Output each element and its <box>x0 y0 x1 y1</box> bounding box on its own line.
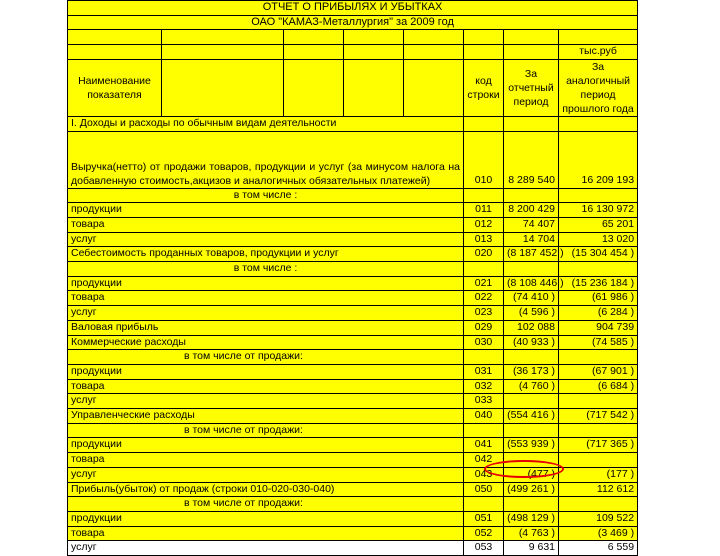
header-previous: За аналогичный период прошлого года <box>559 59 638 116</box>
row-code: 050 <box>464 482 504 497</box>
row-code: 011 <box>464 203 504 218</box>
units-row <box>68 45 638 60</box>
row-code: 031 <box>464 364 504 379</box>
value-current: (498 129 ) <box>504 511 559 526</box>
table-row <box>68 276 638 291</box>
row-label: Коммерческие расходы <box>68 335 464 350</box>
table-row <box>68 409 638 424</box>
value-current: (40 933 ) <box>504 335 559 350</box>
subheader-label: в том числе : <box>68 262 464 277</box>
row-code: 021 <box>464 276 504 291</box>
value-current: (36 173 ) <box>504 364 559 379</box>
table-row <box>68 217 638 232</box>
table-row <box>68 497 638 512</box>
value-previous: 109 522 <box>559 511 638 526</box>
row-label: товара <box>68 217 464 232</box>
row-label: услуг <box>68 394 464 409</box>
value-previous <box>559 453 638 468</box>
title-row <box>68 1 638 16</box>
table-row <box>68 350 638 365</box>
row-code: 020 <box>464 247 504 262</box>
value-previous: (15 236 184 ) <box>559 276 638 291</box>
value-previous: 904 739 <box>559 320 638 335</box>
row-code: 043 <box>464 467 504 482</box>
value-previous <box>559 350 638 365</box>
table-row <box>68 262 638 277</box>
row-label: услуг <box>68 467 464 482</box>
subtitle-row <box>68 15 638 30</box>
value-previous: (61 986 ) <box>559 291 638 306</box>
value-previous: (67 901 ) <box>559 364 638 379</box>
table-row <box>68 320 638 335</box>
value-previous: 65 201 <box>559 217 638 232</box>
value-current: 14 704 <box>504 232 559 247</box>
value-current <box>504 262 559 277</box>
income-statement-table <box>67 0 638 556</box>
table-row <box>68 511 638 526</box>
value-current: 8 200 429 <box>504 203 559 218</box>
value-previous: (6 684 ) <box>559 379 638 394</box>
row-code: 052 <box>464 526 504 541</box>
subheader-label: в том числе от продажи: <box>68 497 464 512</box>
value-current: (477 ) <box>504 467 559 482</box>
value-previous: (177 ) <box>559 467 638 482</box>
value-current <box>504 350 559 365</box>
value-previous: 13 020 <box>559 232 638 247</box>
row-code <box>464 262 504 277</box>
table-row <box>68 188 638 203</box>
header-code: код строки <box>464 59 504 116</box>
section-row <box>68 116 638 131</box>
table-row <box>68 379 638 394</box>
header-current: За отчетный период <box>504 59 559 116</box>
table-row <box>68 232 638 247</box>
row-code: 033 <box>464 394 504 409</box>
row-code: 040 <box>464 409 504 424</box>
subheader-label: в том числе от продажи: <box>68 423 464 438</box>
value-previous: 6 559 <box>559 541 638 556</box>
report-title: ОТЧЕТ О ПРИБЫЛЯХ И УБЫТКАХ <box>68 1 638 16</box>
row-code: 042 <box>464 453 504 468</box>
row-code: 010 <box>464 131 504 188</box>
row-code: 022 <box>464 291 504 306</box>
table-row <box>68 364 638 379</box>
row-code <box>464 423 504 438</box>
value-previous: (74 585 ) <box>559 335 638 350</box>
value-previous: (717 542 ) <box>559 409 638 424</box>
row-code <box>464 350 504 365</box>
row-label: продукции <box>68 364 464 379</box>
subheader-label: в том числе : <box>68 188 464 203</box>
spacer-row <box>68 30 638 45</box>
value-previous <box>559 394 638 409</box>
value-previous: (15 304 454 ) <box>559 247 638 262</box>
table-row <box>68 291 638 306</box>
row-code: 029 <box>464 320 504 335</box>
value-current: 9 631 <box>504 541 559 556</box>
row-label: продукции <box>68 276 464 291</box>
row-label: услуг <box>68 306 464 321</box>
row-code <box>464 188 504 203</box>
table-row <box>68 541 638 556</box>
row-label: продукции <box>68 438 464 453</box>
row-code: 030 <box>464 335 504 350</box>
value-current: (8 187 452 ) <box>504 247 559 262</box>
table-row <box>68 335 638 350</box>
row-label: продукции <box>68 203 464 218</box>
value-previous: 112 612 <box>559 482 638 497</box>
row-label: Прибыль(убыток) от продаж (строки 010-020-030-040) <box>68 482 464 497</box>
table-row <box>68 131 638 188</box>
subheader-label: в том числе от продажи: <box>68 350 464 365</box>
value-previous <box>559 262 638 277</box>
table-row <box>68 453 638 468</box>
value-current <box>504 394 559 409</box>
value-current <box>504 188 559 203</box>
value-current: (554 416 ) <box>504 409 559 424</box>
value-current: (8 108 446 ) <box>504 276 559 291</box>
value-current <box>504 423 559 438</box>
header-name: Наименование показателя <box>68 59 162 116</box>
value-current: (553 939 ) <box>504 438 559 453</box>
row-code: 012 <box>464 217 504 232</box>
table-row <box>68 394 638 409</box>
report-subtitle: ОАО "КАМАЗ-Металлургия" за 2009 год <box>68 15 638 30</box>
row-label: продукции <box>68 511 464 526</box>
row-label: товара <box>68 379 464 394</box>
value-current: (4 763 ) <box>504 526 559 541</box>
row-label: услуг <box>68 541 464 556</box>
value-current: (4 596 ) <box>504 306 559 321</box>
table-row <box>68 438 638 453</box>
value-current: 74 407 <box>504 217 559 232</box>
spreadsheet <box>67 0 637 554</box>
value-current: 102 088 <box>504 320 559 335</box>
row-code: 041 <box>464 438 504 453</box>
row-label: Себестоимость проданных товаров, продукции и услуг <box>68 247 464 262</box>
table-row <box>68 423 638 438</box>
table-row <box>68 467 638 482</box>
value-current: (499 261 ) <box>504 482 559 497</box>
value-previous: 16 209 193 <box>559 131 638 188</box>
row-code: 053 <box>464 541 504 556</box>
section-title: I. Доходы и расходы по обычным видам деятельности <box>68 116 464 131</box>
value-current <box>504 497 559 512</box>
row-code <box>464 497 504 512</box>
table-row <box>68 482 638 497</box>
table-row <box>68 247 638 262</box>
value-previous: (6 284 ) <box>559 306 638 321</box>
value-current: (74 410 ) <box>504 291 559 306</box>
row-label: товара <box>68 291 464 306</box>
column-header-row <box>68 59 638 116</box>
row-label: услуг <box>68 232 464 247</box>
row-label: Управленческие расходы <box>68 409 464 424</box>
row-label: Валовая прибыль <box>68 320 464 335</box>
table-row <box>68 526 638 541</box>
row-code: 051 <box>464 511 504 526</box>
value-previous: (717 365 ) <box>559 438 638 453</box>
table-row <box>68 203 638 218</box>
row-code: 032 <box>464 379 504 394</box>
row-label: товара <box>68 526 464 541</box>
units-label: тыс.руб <box>559 45 638 60</box>
value-current: (4 760 ) <box>504 379 559 394</box>
table-row <box>68 306 638 321</box>
value-previous: (3 469 ) <box>559 526 638 541</box>
value-previous: 16 130 972 <box>559 203 638 218</box>
row-code: 023 <box>464 306 504 321</box>
value-previous <box>559 423 638 438</box>
row-label: товара <box>68 453 464 468</box>
value-current <box>504 453 559 468</box>
row-label: Выручка(нетто) от продажи товаров, продукции и услуг (за минусом налога на добавленную стоимость,акцизов и аналогичных обязательных платежей) <box>68 131 464 188</box>
value-previous <box>559 188 638 203</box>
value-previous <box>559 497 638 512</box>
value-current: 8 289 540 <box>504 131 559 188</box>
row-code: 013 <box>464 232 504 247</box>
